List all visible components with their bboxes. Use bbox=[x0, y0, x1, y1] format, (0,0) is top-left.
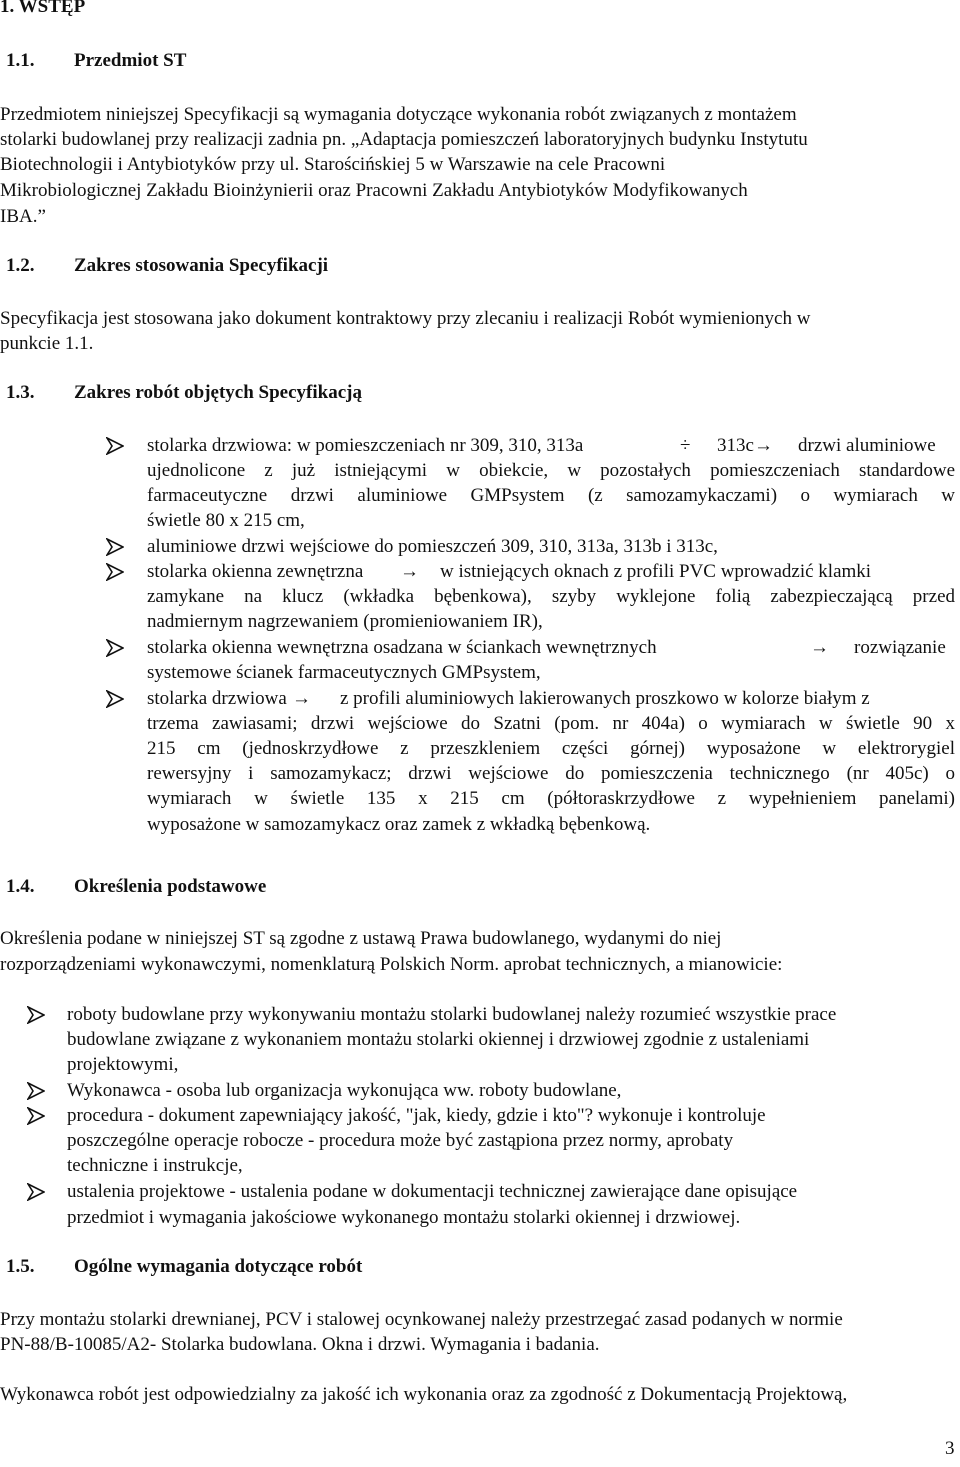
section-title-1-1: Przedmiot ST bbox=[74, 50, 187, 71]
list-item-text: systemowe ścianek farmaceutycznych GMPsystem, bbox=[147, 662, 541, 683]
list-item-text: stolarka okienna wewnętrzna osadzana w ściankach wewnętrznych bbox=[147, 637, 657, 658]
arrowhead-bullet-icon bbox=[106, 538, 124, 556]
list-item-text: stolarka okienna zewnętrzna bbox=[147, 561, 364, 582]
list-item-text: rewersyjny i samozamykacz; drzwi wejściowe do pomieszczenia technicznego (nr 405c) o bbox=[147, 763, 955, 784]
arrowhead-bullet-icon bbox=[106, 437, 124, 455]
list-item-text: ujednolicone z już istniejącymi w obiekcie, w pozostałych pomieszczeniach standardowe bbox=[147, 460, 955, 481]
list-item-text: poszczególne operacje robocze - procedura może być zastąpiona przez normy, aprobaty bbox=[67, 1130, 734, 1151]
section-title-1-2: Zakres stosowania Specyfikacji bbox=[74, 255, 329, 276]
list-item-text: Wykonawca - osoba lub organizacja wykonująca ww. roboty budowlane, bbox=[67, 1080, 622, 1101]
paragraph-line: Mikrobiologicznej Zakładu Bioinżynierii oraz Pracowni Zakładu Antybiotyków Modyfikowanych bbox=[0, 180, 748, 201]
list-item-text: budowlane związane z wykonaniem montażu stolarki okiennej i drzwiowej zgodnie z ustaleniami bbox=[67, 1029, 810, 1050]
paragraph-line: Przedmiotem niniejszej Specyfikacji są wymagania dotyczące wykonania robót związanych z montażem bbox=[0, 104, 797, 125]
arrowhead-bullet-icon bbox=[106, 563, 124, 581]
chapter-heading: 1. WSTĘP bbox=[0, 0, 86, 17]
section-title-1-5: Ogólne wymagania dotyczące robót bbox=[74, 1256, 363, 1277]
list-item-text: stolarka drzwiowa bbox=[147, 688, 287, 709]
paragraph-line: Biotechnologii i Antybiotyków przy ul. Starościńskiej 5 w Warszawie na cele Pracowni bbox=[0, 154, 666, 175]
division-sign: ÷ bbox=[680, 435, 691, 456]
right-arrow-icon: → bbox=[292, 688, 311, 709]
list-item-text: nadmiernym nagrzewaniem (promieniowaniem IR), bbox=[147, 611, 543, 632]
list-item-text: stolarka drzwiowa: w pomieszczeniach nr 309, 310, 313a bbox=[147, 435, 584, 456]
list-item-text: procedura - dokument zapewniający jakość, "jak, kiedy, gdzie i kto"? wykonuje i kontroluje bbox=[67, 1105, 766, 1126]
list-item-text: techniczne i instrukcje, bbox=[67, 1155, 243, 1176]
list-item-text: świetle 80 x 215 cm, bbox=[147, 510, 305, 531]
right-arrow-icon: → bbox=[754, 435, 773, 456]
arrowhead-bullet-icon bbox=[106, 690, 124, 708]
paragraph-line: stolarki budowlanej przy realizacji zadnia pn. „Adaptacja pomieszczeń laboratoryjnych budynku Instytutu bbox=[0, 129, 808, 150]
list-item-text: farmaceutyczne drzwi aluminiowe GMPsystem (z samozamykaczami) o wymiarach w bbox=[147, 485, 955, 506]
right-arrow-icon: → bbox=[810, 637, 829, 658]
arrowhead-bullet-icon bbox=[27, 1183, 45, 1201]
section-number-1-4: 1.4. bbox=[6, 876, 35, 897]
section-title-1-3: Zakres robót objętych Specyfikacją bbox=[74, 382, 362, 403]
section-title-1-4: Określenia podstawowe bbox=[74, 876, 267, 897]
arrowhead-bullet-icon bbox=[106, 639, 124, 657]
list-item-text: 215 cm (jednoskrzydłowe z przeszkleniem części górnej) wyposażone w elektrorygiel bbox=[147, 738, 955, 759]
paragraph-line: IBA.” bbox=[0, 206, 46, 227]
list-item-text: projektowymi, bbox=[67, 1054, 179, 1075]
paragraph-line: PN-88/B-10085/A2- Stolarka budowlana. Okna i drzwi. Wymagania i badania. bbox=[0, 1334, 600, 1355]
list-item-text: aluminiowe drzwi wejściowe do pomieszczeń 309, 310, 313a, 313b i 313c, bbox=[147, 536, 718, 557]
paragraph-line: Przy montażu stolarki drewnianej, PCV i stalowej ocynkowanej należy przestrzegać zasad podanych w normie bbox=[0, 1309, 843, 1330]
list-item-text: wyposażone w samozamykacz oraz zamek z wkładką bębenkową. bbox=[147, 814, 651, 835]
list-item-text: w istniejących oknach z profili PVC wprowadzić klamki bbox=[440, 561, 872, 582]
list-item-text: trzema zawiasami; drzwi wejściowe do Szatni (pom. nr 404a) o wymiarach w świetle 90 x bbox=[147, 713, 955, 734]
list-item-text: drzwi aluminiowe bbox=[798, 435, 936, 456]
list-item-text: 313c bbox=[717, 435, 754, 456]
section-number-1-1: 1.1. bbox=[6, 50, 35, 71]
list-item-text: roboty budowlane przy wykonywaniu montażu stolarki budowlanej należy rozumieć wszystkie prace bbox=[67, 1004, 837, 1025]
list-item-text: zamykane na klucz (wkładka bębenkowa), szyby wyklejone folią zabezpieczającą przed bbox=[147, 586, 955, 607]
page-number: 3 bbox=[945, 1438, 955, 1459]
section-number-1-2: 1.2. bbox=[6, 255, 35, 276]
section-number-1-3: 1.3. bbox=[6, 382, 35, 403]
list-item-text: ustalenia projektowe - ustalenia podane w dokumentacji technicznej zawierające dane opisujące bbox=[67, 1181, 798, 1202]
paragraph-line: rozporządzeniami wykonawczymi, nomenklaturą Polskich Norm. aprobat technicznych, a mianowicie: bbox=[0, 954, 783, 975]
right-arrow-icon: → bbox=[400, 561, 419, 582]
arrowhead-bullet-icon bbox=[27, 1107, 45, 1125]
paragraph-line: Określenia podane w niniejszej ST są zgodne z ustawą Prawa budowlanego, wydanymi do niej bbox=[0, 928, 722, 949]
paragraph-line: Wykonawca robót jest odpowiedzialny za jakość ich wykonania oraz za zgodność z Dokumentacją Projektową, bbox=[0, 1384, 848, 1405]
list-item-text: z profili aluminiowych lakierowanych proszkowo w kolorze białym z bbox=[340, 688, 870, 709]
paragraph-line: Specyfikacja jest stosowana jako dokument kontraktowy przy zlecaniu i realizacji Robót wymienionych w bbox=[0, 308, 811, 329]
list-item-text: przedmiot i wymagania jakościowe wykonanego montażu stolarki okiennej i drzwiowej. bbox=[67, 1207, 741, 1228]
list-item-text: rozwiązanie bbox=[854, 637, 946, 658]
section-number-1-5: 1.5. bbox=[6, 1256, 35, 1277]
arrowhead-bullet-icon bbox=[27, 1006, 45, 1024]
arrowhead-bullet-icon bbox=[27, 1082, 45, 1100]
paragraph-line: punkcie 1.1. bbox=[0, 333, 94, 354]
list-item-text: wymiarach w świetle 135 x 215 cm (półtoraskrzydłowe z wypełnieniem panelami) bbox=[147, 788, 955, 809]
